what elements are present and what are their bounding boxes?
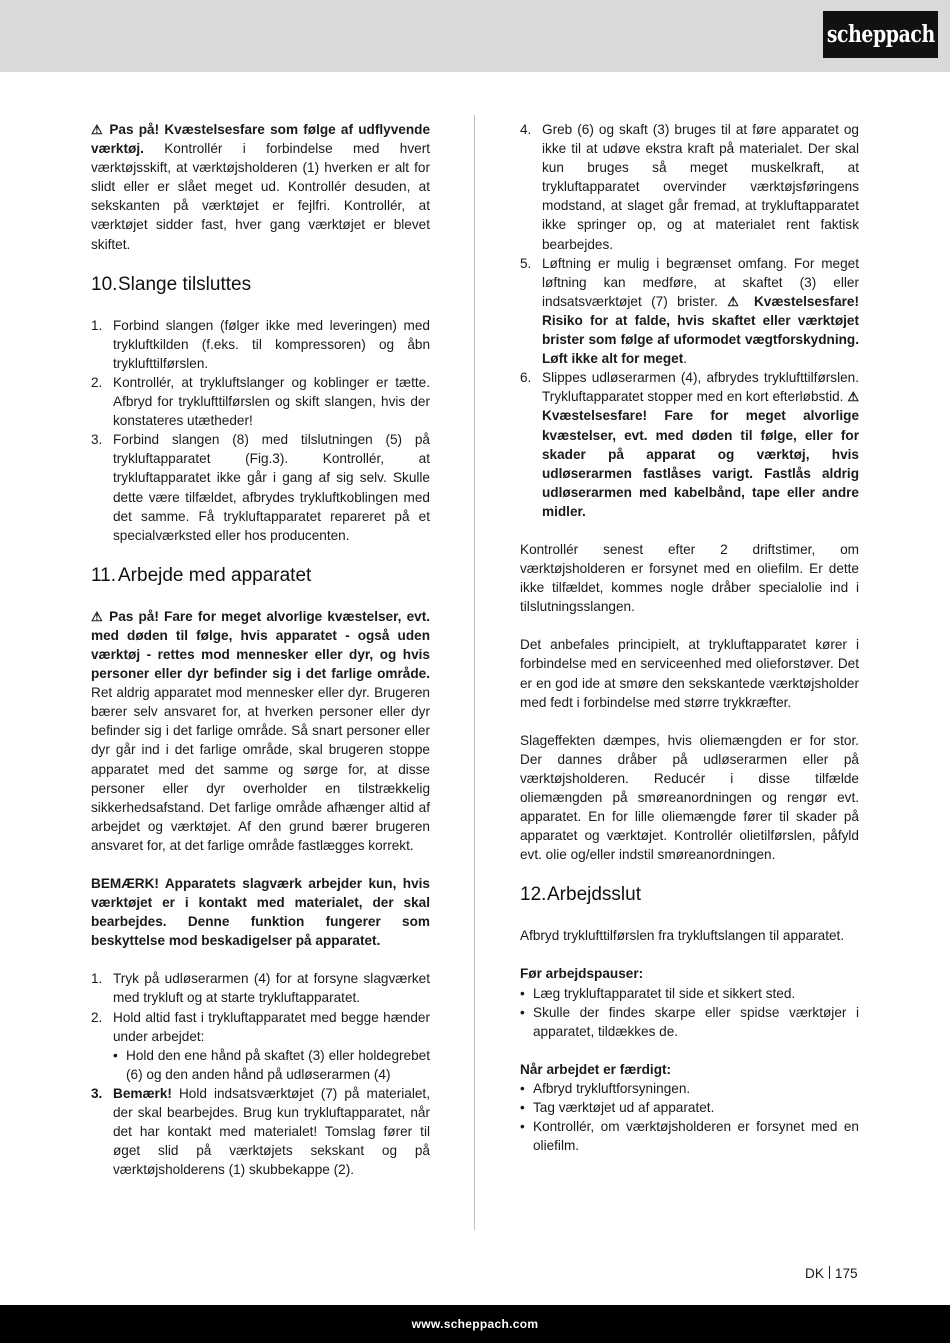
list-item: 1. Forbind slangen (følger ikke med leveringen) med trykluftkilden (f.eks. til kompressoren) og åbn tryklufttilførslen. bbox=[91, 317, 430, 371]
list-item: • Afbryd trykluftforsyningen. bbox=[520, 1080, 691, 1096]
subheading: Når arbejdet er færdigt: bbox=[520, 1061, 672, 1077]
warning-icon: ⚠ bbox=[91, 608, 105, 624]
footer-bar bbox=[0, 1305, 950, 1343]
section-heading-11: 11. Arbejde med apparatet bbox=[91, 564, 312, 586]
numbered-list bbox=[520, 120, 859, 521]
website-link[interactable]: www.scheppach.com bbox=[411, 1317, 539, 1331]
list-item: 2. Hold altid fast i trykluftapparatet med begge hænder under arbejdet: • Hold den ene hånd på skaftet (3) eller holdegrebet (6) og den anden hånd på udløserarmen (4) bbox=[91, 1008, 430, 1084]
scheppach-logo: scheppach bbox=[823, 11, 938, 58]
sub-list bbox=[113, 1046, 430, 1084]
column-divider bbox=[474, 115, 475, 1230]
bullet-list bbox=[520, 984, 859, 1041]
warning-paragraph: ⚠ Pas på! Fare for meget alvorlige kvæstelser, evt. med døden til følge, hvis apparatet - også uden værktøj - rettes mod mennesker eller dyr, og hvis personer eller dyr befinder sig i det farlige område. Ret aldrig apparatet mod mennesker eller dyr. Brugeren bærer selv ansvaret for, at hverken personer eller dyr befinder sig i det farlige område. Så snart personer eller dyr går ind i det farlige område, skal brugeren stoppe apparatet med det samme og sørge for, at disse personer eller dyr overholder en tilstrækkelig sikkerhedsafstand. Det farlige område afhænger altid af arbejdet og værktøjet. Af den grund bærer brugeren ansvaret for, at det farlige område fastlægges korrekt. bbox=[91, 608, 430, 853]
body-paragraph: Afbryd tryklufttilførslen fra trykluftslangen til apparatet. bbox=[520, 928, 845, 944]
body-paragraph: Kontrollér senest efter 2 driftstimer, om værktøjsholderen er forsynet med en oliefilm. Er dette ikke tilfældet, kommes nogle dråber specialolie ind i tilslutningsslangen. bbox=[520, 541, 859, 615]
list-item: • Skulle der findes skarpe eller spidse værktøjer i apparatet, tildækkes de. bbox=[520, 1004, 859, 1039]
list-item: • Læg trykluftapparatet til side et sikkert sted. bbox=[520, 985, 796, 1001]
body-paragraph: Det anbefales principielt, at trykluftapparatet kører i forbindelse med en serviceenhed med olieforstøver. Det er en god ide at smøre den sekskantede værktøjsholder med fedt i forbindelse med større trykkræfter. bbox=[520, 637, 859, 710]
left-column bbox=[91, 120, 430, 1179]
list-item: 1. Tryk på udløserarmen (4) for at forsyne slagværket med trykluft og at starte trykluftapparatet. bbox=[91, 971, 430, 1006]
numbered-list bbox=[91, 316, 430, 545]
list-item: • Tag værktøjet ud af apparatet. bbox=[520, 1100, 715, 1116]
body-paragraph: Slageffekten dæmpes, hvis oliemængden er for stor. Der dannes dråber på udløserarmen eller på værktøjsholderen. Reducér i disse tilfælde oliemængden på smøreanordningen og rengør evt. apparatet. En for lille oliemængde fører til skader på apparatet og værktøjet. Kontrollér olietilførslen, påfyld evt. olie og/eller indstil smøreanordningen. bbox=[520, 732, 859, 863]
list-item: 2. Kontrollér, at trykluftslanger og koblinger er tætte. Afbryd for tryklufttilførslen og skift slangen, hvis der konstateres utætheder! bbox=[91, 374, 430, 429]
numbered-list bbox=[91, 969, 430, 1179]
bullet-list bbox=[520, 1079, 859, 1155]
subheading: Før arbejdspauser: bbox=[520, 966, 644, 982]
section-heading-10: 10.Slange tilsluttes bbox=[91, 273, 252, 295]
list-item: • Kontrollér, om værktøjsholderen er forsynet med en oliefilm. bbox=[520, 1119, 859, 1154]
list-item: 4. Greb (6) og skaft (3) bruges til at føre apparatet og ikke til at udøve ekstra kraft på materialet. Der skal kun bruges så meget muskelkraft, at trykluftapparatet overvinder værktøjsføringens modstand, at slaget går fremad, at trykluftapparatet ikke springer op, og at materialet rent faktisk bearbejdes. bbox=[520, 122, 859, 252]
warning-icon: ⚠ bbox=[727, 293, 745, 309]
warning-icon: ⚠ bbox=[847, 389, 860, 405]
section-heading-12: 12.Arbejdsslut bbox=[520, 884, 641, 906]
warning-paragraph: ⚠ Pas på! Kvæstelsesfare som følge af udflyvende værktøj. Kontrollér i forbindelse med hvert værktøjsskift, at værktøjsholderen (1) hverken er alt for slidt eller er slået meget ud. Kontrollér desuden, at sekskanten på værktøjet er fejlfri. Kontrollér, at værktøjet sidder fast, hver gang værktøjet er blevet skiftet. bbox=[91, 122, 431, 252]
list-item: • Hold den ene hånd på skaftet (3) eller holdegrebet (6) og den anden hånd på udløserarmen (4) bbox=[113, 1047, 430, 1082]
warning-icon: ⚠ bbox=[91, 122, 105, 137]
right-column bbox=[520, 120, 859, 1155]
list-item: 3. Bemærk! Hold indsatsværktøjet (7) på materialet, der skal bearbejdes. Brug kun trykluftapparatet, når det har kontakt med materialet! Tomslag fører til øget slid på værktøjets sekskant og på værktøjsholderens (1) skubbekappe (2). bbox=[91, 1085, 430, 1178]
list-item: 6. Slippes udløserarmen (4), afbrydes tryklufttilførslen. Trykluftapparatet stopper med en kort efterløbstid. ⚠ Kvæstelsesfare! Fare for meget alvorlige kvæstelser, evt. med døden til følge, eller for skader på apparat og værktøj, hvis udløserarmen fastlåses varigt. Fastlås aldrig udløserarmen med kabelbånd, tape eller andre midler. bbox=[520, 370, 860, 519]
page-number: DK 175 bbox=[805, 1266, 858, 1281]
list-item: 3. Forbind slangen (8) med tilslutningen (5) på trykluftapparatet (Fig.3). Kontrollér, at trykluftapparatet ikke går i gang af sig selv. Skulle dette være tilfældet, afbrydes trykluftkoblingen med det samme. Få trykluftapparatet repareret på et specialværksted eller hos producenten. bbox=[91, 432, 430, 543]
list-item: 5. Løftning er mulig i begrænset omfang. For meget løftning kan medføre, at skaftet (3) eller indsatsværktøjet (7) brister. ⚠ Kvæstelsesfare! Risiko for at falde, hvis skaftet eller værktøjet brister som følge af uformodet vægtforskydning. Løft ikke alt for meget. bbox=[520, 255, 860, 367]
header-bar bbox=[0, 0, 950, 72]
note-paragraph: BEMÆRK! Apparatets slagværk arbejder kun, hvis værktøjet er i kontakt med materialet, der skal bearbejdes. Denne funktion fungerer som beskyttelse mod beskadigelser på apparatet. bbox=[91, 876, 430, 949]
